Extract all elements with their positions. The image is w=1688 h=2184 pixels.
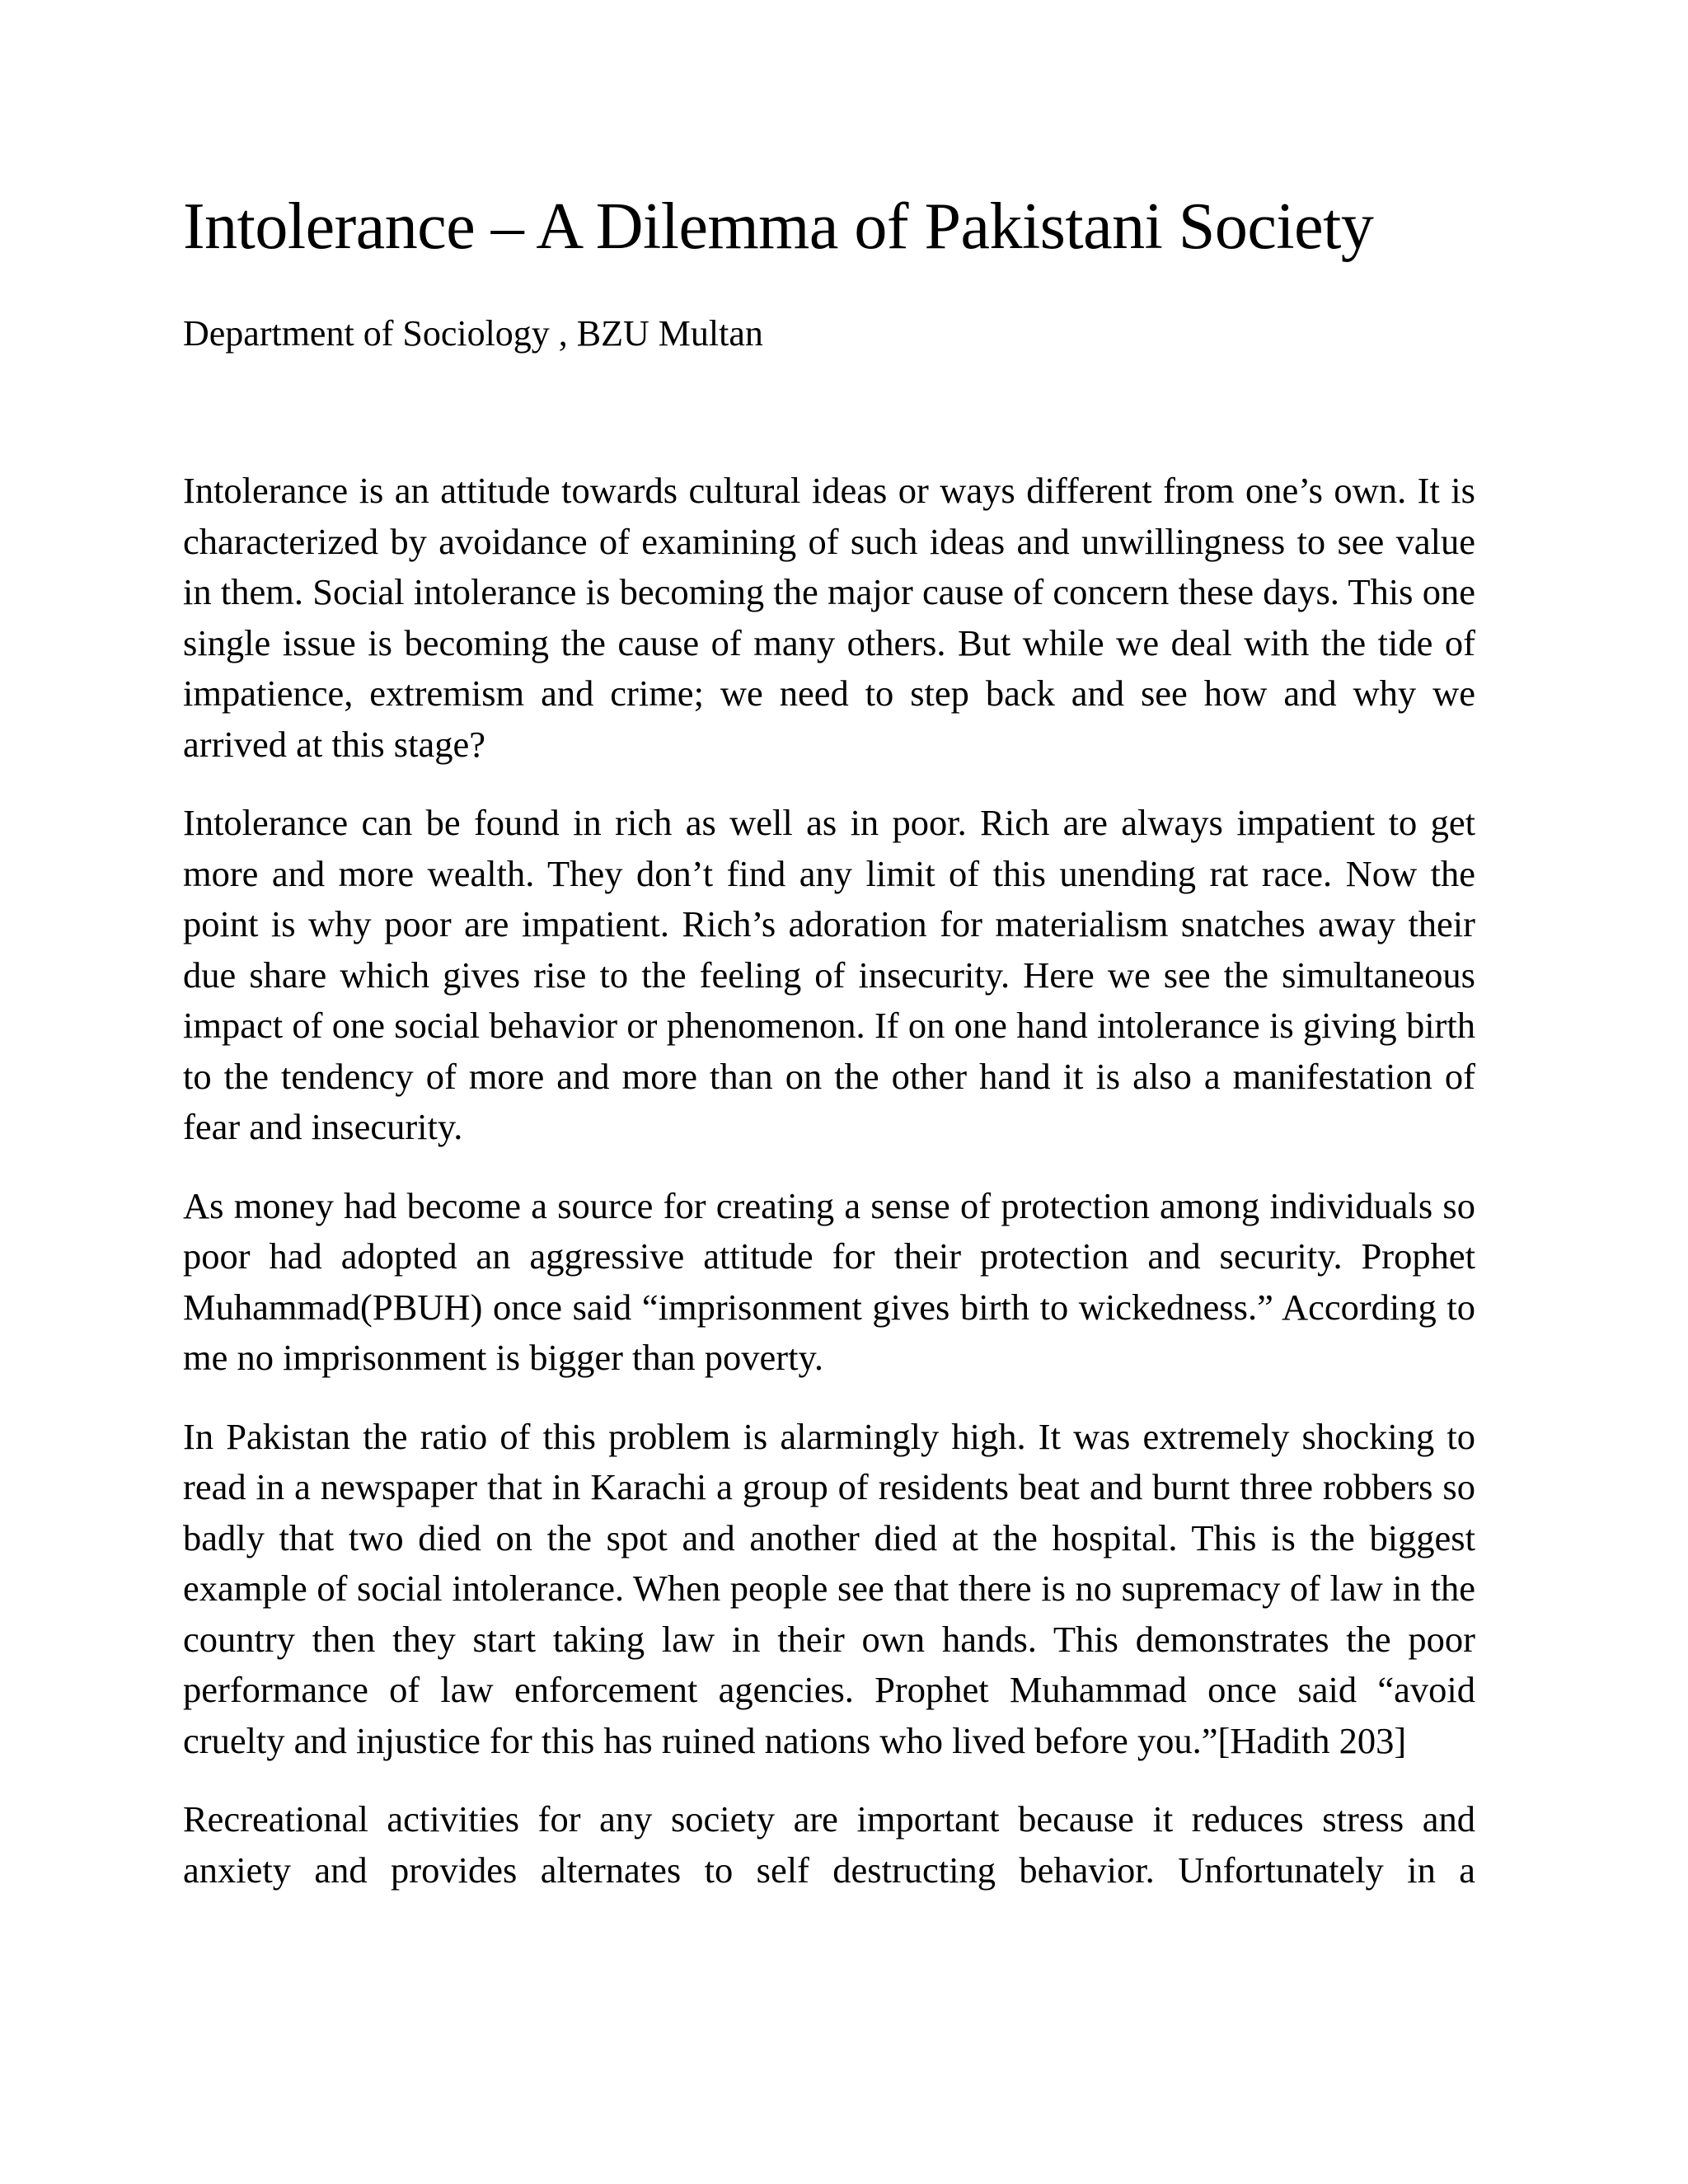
paragraph: In Pakistan the ratio of this problem is alarmingly high. It was extremely shocking to read in a newspaper that in Karachi a group of residents beat and burnt three robbers so badly that two died on the spot and another died at the hospital. This is the biggest example of social intolerance. When people see that there is no supremacy of law in the country then they start taking law in their own hands. This demonstrates the poor performance of law enforcement agencies. Prophet Muhammad once said “avoid cruelty and injustice for this has ruined nations who lived before you.”[Hadith 203] (183, 1415, 1475, 1761)
paragraph: Recreational activities for any society are important because it reduces stress and anxiety and provides alternates to self destructing behavior. Unfortunately in a (183, 1798, 1475, 1891)
document-title: Intolerance – A Dilemma of Pakistani Society (183, 190, 1374, 263)
document-body (183, 466, 1475, 1896)
document-subtitle: Department of Sociology , BZU Multan (183, 313, 763, 354)
paragraph: As money had become a source for creating a sense of protection among individuals so poor had adopted an aggressive attitude for their protection and security. Prophet Muhammad(PBUH) once said “imprisonment gives birth to wickedness.” According to me no imprisonment is bigger than poverty. (183, 1184, 1475, 1378)
document-page (183, 185, 1475, 1924)
paragraph: Intolerance can be found in rich as well as in poor. Rich are always impatient to get more and more wealth. They don’t find any limit of this unending rat race. Now the point is why poor are impatient. Rich’s adoration for materialism snatches away their due share which gives rise to the feeling of insecurity. Here we see the simultaneous impact of one social behavior or phenomenon. If on one hand intolerance is giving birth to the tendency of more and more than on the other hand it is also a manifestation of fear and insecurity. (183, 802, 1475, 1147)
paragraph: Intolerance is an attitude towards cultural ideas or ways different from one’s own. It is characterized by avoidance of examining of such ideas and unwillingness to see value in them. Social intolerance is becoming the major cause of concern these days. This one single issue is becoming the cause of many others. But while we deal with the tide of impatience, extremism and crime; we need to step back and see how and why we arrived at this stage? (183, 470, 1475, 765)
